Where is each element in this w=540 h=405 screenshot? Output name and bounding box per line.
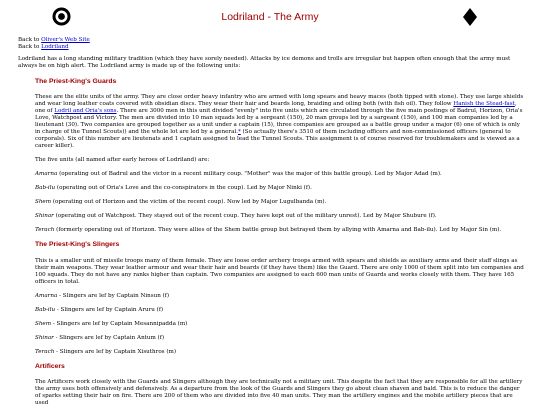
unit-description: (operating out of Watchpost. They stayed out of the recent coup. They have kept out of the military unrest). Led by Major Shubure (f).	[53, 213, 437, 220]
footnote-link[interactable]: *	[237, 129, 241, 136]
unit-description: (operating out of Badrul and the victor in a recent military coup. "Mother" was the major of this battle group). Led by Major Adad (m).	[57, 171, 442, 178]
lodriland-link[interactable]: Lodriland	[41, 43, 69, 50]
lodril-oria-sons-link[interactable]: Lodril and Oria's sons	[54, 108, 117, 115]
page-header	[0, 0, 540, 36]
back-link-prefix: Back to	[18, 43, 42, 50]
unit-name: Terach	[35, 227, 55, 234]
main-content	[35, 78, 525, 405]
back-link-line	[18, 37, 90, 44]
back-link-prefix: Back to	[18, 37, 42, 43]
text-span: (So actually there's 3510 of them including officers and non-commissioned officers (general to corporals). Six of this number are lieutenats and 1 captain assigned to lead the Tunnel Scouts. This assignment is of course reserved for troublemakers and is viewed as a career killer).	[35, 129, 520, 150]
text-span: These are the elite units of the army. They are close order heavy infantry who are armed with long spears and heavy maces (both tipped with stone). They use large shields and wear long leather coats covered with obsidian discs. They wear their hair and beards long, braiding and oiling both (with fish oil). They follow	[35, 94, 524, 108]
guard-unit-item	[35, 185, 525, 192]
unit-description: (operating out of Oria's Love and the co-conspirators in the coup). Led by Major Ninki (f).	[55, 185, 312, 192]
text-span: . There are 3000 men in this unit divided "evenly" into five units which are circulated through the five main postings of Badrul, Horizon, Oria's Love, Watchpost and Victory. The men are divided into 10 man squads led by a sergeant (150), 20 man groups led by a sargeant (150), and 100 man companies led by a lieutenant (30). Two companies are grouped together as a unit under a captain (15), three companies are grouped as a battle group under a major (6) one of which is only in charge of the Tunnel Scouts)) and the whole lot are led by a general.	[35, 108, 523, 136]
text-span: , one of	[35, 101, 517, 115]
olivers-web-site-link[interactable]: Oliver's Web Site	[41, 37, 90, 43]
guard-unit-item	[35, 171, 525, 178]
artificers-paragraph: The Artificers work closely with the Guards and Slingers although they are technically not a military unit. This despite the fact that they are responsible for all the artillery the army uses both offensively and defensively. As a departure from the look of the Guards and Slingers they go about clean shaven and bald. This is to reduce the danger of sparks setting their hair on fire. There are 200 of them who are divided into five 40 man units. They man the artillery engines and the mobile artillery pieces that are used	[35, 379, 523, 405]
slinger-unit-item	[35, 293, 525, 300]
back-links	[18, 37, 90, 51]
unit-name: Shem	[35, 199, 52, 206]
guards-paragraph	[35, 94, 525, 150]
guards-heading: The Priest-King's Guards	[35, 78, 117, 85]
hanish-link[interactable]: Hanish the Stead-fast	[453, 101, 515, 108]
guards-units-intro: The five units (all named after early heroes of Lodriland) are:	[35, 157, 210, 164]
slinger-unit-item	[35, 307, 525, 314]
unit-description: - Slingers are lef by Captain Aruru (f)	[55, 306, 164, 313]
diamond-logo-icon	[463, 8, 477, 26]
unit-description: (operating out of Horizon and the victim of the recent coup). Now led by Major Lugulbanda (m).	[51, 199, 327, 206]
unit-name: Amarna	[35, 171, 58, 178]
guard-unit-item	[35, 213, 525, 220]
unit-name: Shinar	[35, 334, 54, 341]
slinger-unit-item	[35, 335, 525, 342]
unit-name: Terach	[35, 348, 55, 355]
artificers-heading: Artificers	[35, 362, 65, 370]
slingers-paragraph: This is a smaller unit of missile troops many of them female. They are loose order archery troops armed with spears and shields as auxiliary arms and their staff slings as their main weapons. They wear leather armour and wear their hair and beards (if they have them) like the Guard. There are only 1000 of them split into ten companies and 100 squads. They do not have any ranks higher than captain. Two companies are assigned to each 600 man units of Guards and works closely with them. They have 165 officers in total.	[35, 257, 524, 285]
guard-unit-item	[35, 227, 525, 234]
guard-unit-item	[35, 199, 525, 206]
intro-paragraph: Lodriland has a long standing military tradition (which they have sorely needed). Attacks by ice demons and trolls are irregular but happen often enough that the army must always be on high alert. The Lodriland army is made up of the following units:	[18, 56, 511, 69]
unit-name: Shinar	[35, 213, 54, 220]
unit-description: - Slingers are lef by Captain Ninsun (f)	[57, 292, 170, 299]
unit-description: - Slingers are lef by Captain Antum (f)	[53, 334, 165, 341]
slinger-unit-item	[35, 349, 525, 356]
unit-name: Amarna	[35, 292, 58, 299]
unit-name: Bab-ilu	[35, 185, 56, 192]
unit-description: - Slingers are lef by Captain Mesannipadda (m)	[51, 320, 188, 327]
unit-description: (formerly operating out of Horizon. They were allies of the Shem battle group but betrayed them by allying with Amarna and Bab-ilu). Led by Major Sin (m).	[54, 227, 502, 234]
page-title: Lodriland - The Army	[221, 11, 319, 23]
unit-name: Shem	[35, 320, 52, 327]
unit-description: - Slingers are lef by Captain Xisuthros (m)	[54, 348, 176, 355]
slingers-heading: The Priest-King's Slingers	[35, 241, 120, 249]
slinger-unit-item	[35, 321, 525, 328]
unit-name: Bab-ilu	[35, 306, 56, 313]
back-link-line	[18, 44, 90, 51]
